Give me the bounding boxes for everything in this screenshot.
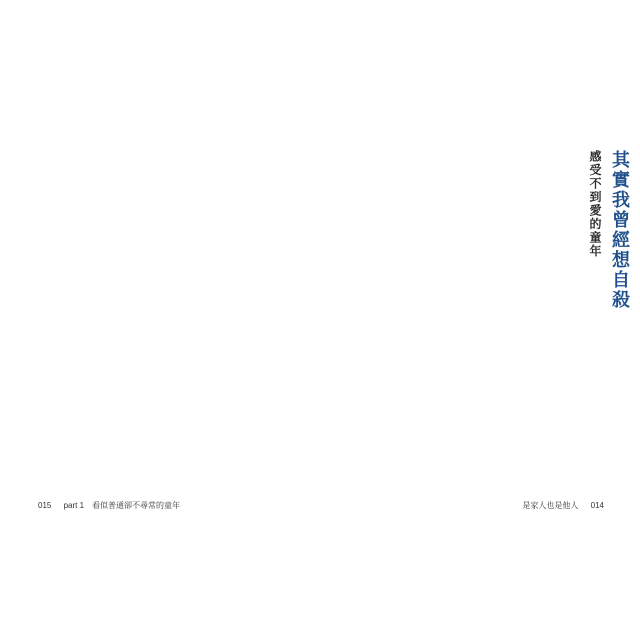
left-page [38,150,314,466]
chapter-title: 其實我曾經想自殺 [609,150,630,310]
section-subtitle: 感受不到愛的童年 [588,150,602,258]
right-running-head: 是家人也是他人 [522,501,579,510]
left-page-number: 015 [38,501,52,510]
left-page-body-text [38,150,314,466]
right-footer [522,500,604,511]
right-page-number: 014 [590,501,604,510]
left-footer [38,500,180,511]
left-running-head: part 1 看似普通卻不尋常的童年 [63,501,181,510]
right-page-body-text [332,150,604,466]
right-page [332,150,604,466]
